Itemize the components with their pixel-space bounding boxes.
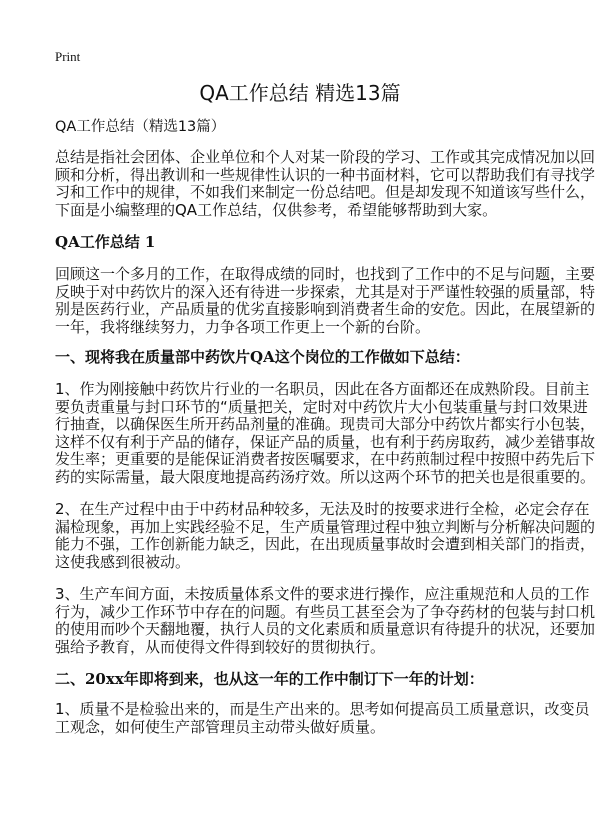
item-3-paragraph xyxy=(55,585,596,656)
section1-paragraph xyxy=(55,265,596,336)
item-1-paragraph xyxy=(55,380,596,486)
line: 2、在生产过程中由于中药材品种较多，无法及时的按要求进行全检，必定会存在 xyxy=(55,500,590,518)
document-subtitle: QA工作总结（精选13篇） xyxy=(55,119,226,135)
line: 这使我感到很被动。 xyxy=(55,552,191,571)
line: 发生率；更重要的是能保证消费者按医嘱要求，在中药煎制过程中按照中药先后下 xyxy=(55,450,596,468)
line: 顾和分析，得出教训和一些规律性认识的一种书面材料，它可以帮助我们有寻找学 xyxy=(55,165,596,184)
line: 别是医药行业，产品质量的优劣直接影响到消费者生命的安危。因此，在展望新的 xyxy=(55,300,596,318)
line: 回顾这一个多月的工作，在取得成绩的同时，也找到了工作中的不足与问题，主要 xyxy=(55,265,596,283)
section-heading: QA工作总结 1 xyxy=(55,233,156,251)
line: 的使用而吵个天翻地覆，执行人员的文化素质和质量意识有待提升的状况，还要加 xyxy=(55,620,596,638)
item-2-paragraph xyxy=(55,500,596,571)
heading-summary: 一、现将我在质量部中药饮片QA这个岗位的工作做如下总结： xyxy=(55,348,470,366)
page-title: QA工作总结 精选13篇 xyxy=(199,81,401,105)
line: 3、生产车间方面，未按质量体系文件的要求进行操作，应注重规范和人员的工作 xyxy=(55,585,590,603)
line: 这样不仅有利于产品的储存，保证产品的质量，也有利于药房取药，减少差错事故 xyxy=(55,432,596,451)
line: 下面是小编整理的QA工作总结，仅供参考，希望能够帮助到大家。 xyxy=(55,200,498,219)
print-label[interactable]: Print xyxy=(55,49,81,64)
line: 药的实际需量，最大限度地提高药汤疗效。所以这两个环节的把关也是很重要的。 xyxy=(55,467,596,486)
heading-plan: 二、20xx年即将到来，也从这一年的工作中制订下一年的计划： xyxy=(55,670,484,688)
line: 总结是指社会团体、企业单位和个人对某一阶段的学习、工作或其完成情况加以回 xyxy=(55,148,596,166)
line: 一年，我将继续努力，力争各项工作更上一个新的台阶。 xyxy=(55,317,431,336)
plan-1-paragraph xyxy=(55,700,590,736)
line: 反映于对中药饮片的深入还有待进一步探索，尤其是对于严谨性较强的质量部，特 xyxy=(55,282,596,301)
line: 1、作为刚接触中药饮片行业的一名职员，因此在各方面都还在成熟阶段。目前主 xyxy=(55,380,590,398)
line: 1、质量不是检验出来的，而是生产出来的。思考如何提高员工质量意识，改变员 xyxy=(55,700,590,718)
line: 能力不强，工作创新能力缺乏，因此，在出现质量事故时会遭到相关部门的指责， xyxy=(55,535,596,553)
intro-paragraph xyxy=(55,148,596,219)
line: 行抽查，以确保医生所开药品剂量的准确。现贵司大部分中药饮片都实行小包装， xyxy=(55,415,596,433)
line: 行为，减少工作环节中存在的问题。有些员工甚至会为了争夺药材的包装与封口机 xyxy=(55,602,596,621)
line: 习和工作中的规律，不如我们来制定一份总结吧。但是却发现不知道该写些什么， xyxy=(55,183,596,201)
line: 工观念，如何使生产部管理员主动带头做好质量。 xyxy=(55,717,386,736)
line: 漏检现象，再加上实践经验不足，生产质量管理过程中独立判断与分析解决问题的 xyxy=(55,517,596,536)
line: 要负责重量与封口环节的“质量把关，定时对中药饮片大小包装重量与封口效果进 xyxy=(55,397,588,416)
line: 强给予教育，从而使得文件得到较好的贯彻执行。 xyxy=(55,637,386,656)
